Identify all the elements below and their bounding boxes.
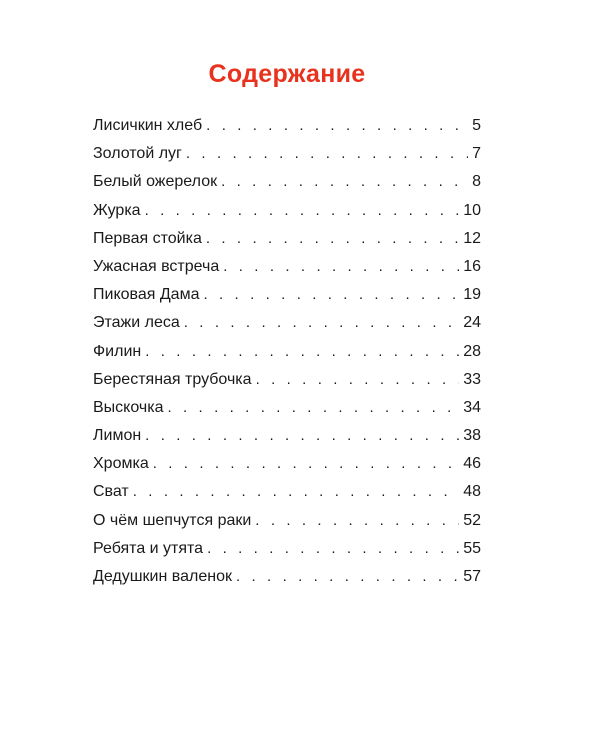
toc-entry-page-number: 19: [463, 286, 481, 304]
toc-entry-title: Дедушкин валенок: [93, 568, 232, 585]
toc-entry[interactable]: [93, 142, 481, 170]
dot-leader: [236, 567, 459, 587]
toc-entry-page-number: 8: [472, 173, 481, 191]
toc-entry-page-number: 55: [463, 539, 481, 557]
toc-entry-page-number: 24: [463, 314, 481, 332]
toc-entry-page-number: 12: [463, 229, 481, 247]
page-title: Содержание: [208, 60, 366, 88]
dot-leader: [203, 285, 459, 305]
toc-entry-title: Этажи леса: [93, 314, 180, 332]
toc-entry-page-number: 5: [472, 117, 481, 134]
toc-entry-title: Золотой луг: [93, 145, 182, 163]
toc-entry-page-number: 33: [463, 370, 481, 388]
toc-entry-page-number: 48: [463, 483, 481, 501]
toc-entry-title: Первая стойка: [93, 229, 202, 247]
dot-leader: [255, 511, 459, 531]
toc-entry-page-number: 38: [463, 427, 481, 445]
table-of-contents: [93, 114, 481, 593]
toc-entry-title: Берестяная трубочка: [93, 370, 252, 388]
toc-entry-title: Пиковая Дама: [93, 286, 200, 304]
dot-leader: [223, 257, 459, 277]
toc-entry-page-number: 7: [472, 145, 481, 163]
dot-leader: [184, 313, 459, 333]
dot-leader: [145, 426, 459, 446]
toc-entry[interactable]: [93, 199, 481, 227]
dot-leader: [206, 229, 459, 249]
toc-entry[interactable]: [93, 509, 481, 537]
toc-entry[interactable]: [93, 565, 481, 593]
dot-leader: [145, 342, 459, 362]
toc-entry-title: Сват: [93, 483, 129, 501]
dot-leader: [206, 116, 468, 136]
toc-entry-page-number: 16: [463, 257, 481, 275]
toc-entry[interactable]: [93, 227, 481, 255]
toc-entry-title: Хромка: [93, 455, 149, 473]
toc-entry-title: Лимон: [93, 427, 142, 445]
toc-entry[interactable]: [93, 480, 481, 508]
toc-entry-page-number: 46: [463, 455, 481, 473]
dot-leader: [145, 201, 460, 221]
dot-leader: [207, 539, 459, 559]
toc-entry[interactable]: [93, 424, 481, 452]
toc-entry-title: Выскочка: [93, 398, 164, 416]
dot-leader: [221, 172, 468, 192]
toc-entry[interactable]: [93, 452, 481, 480]
toc-entry[interactable]: [93, 340, 481, 368]
toc-entry-title: Филин: [93, 342, 142, 360]
toc-entry-title: Белый ожерелок: [93, 173, 218, 191]
dot-leader: [186, 144, 468, 164]
toc-entry-title: Лисичкин хлеб: [93, 117, 203, 134]
toc-entry[interactable]: [93, 537, 481, 565]
toc-entry[interactable]: [93, 255, 481, 283]
toc-entry-title: О чём шепчутся раки: [93, 511, 252, 529]
toc-entry-page-number: 34: [463, 398, 481, 416]
toc-entry-page-number: 52: [463, 511, 481, 529]
toc-entry[interactable]: [93, 396, 481, 424]
toc-entry[interactable]: [93, 311, 481, 339]
dot-leader: [153, 454, 459, 474]
toc-entry-page-number: 10: [463, 201, 481, 219]
toc-entry-title: Ужасная встреча: [93, 257, 220, 275]
toc-entry-page-number: 28: [463, 342, 481, 360]
toc-entry[interactable]: [93, 283, 481, 311]
toc-entry[interactable]: [93, 170, 481, 198]
dot-leader: [133, 482, 459, 502]
toc-entry-page-number: 57: [463, 568, 481, 585]
toc-entry-title: Ребята и утята: [93, 539, 204, 557]
toc-entry-title: Журка: [93, 201, 141, 219]
toc-entry[interactable]: [93, 368, 481, 396]
dot-leader: [167, 398, 459, 418]
toc-entry[interactable]: [93, 114, 481, 142]
dot-leader: [256, 370, 460, 390]
